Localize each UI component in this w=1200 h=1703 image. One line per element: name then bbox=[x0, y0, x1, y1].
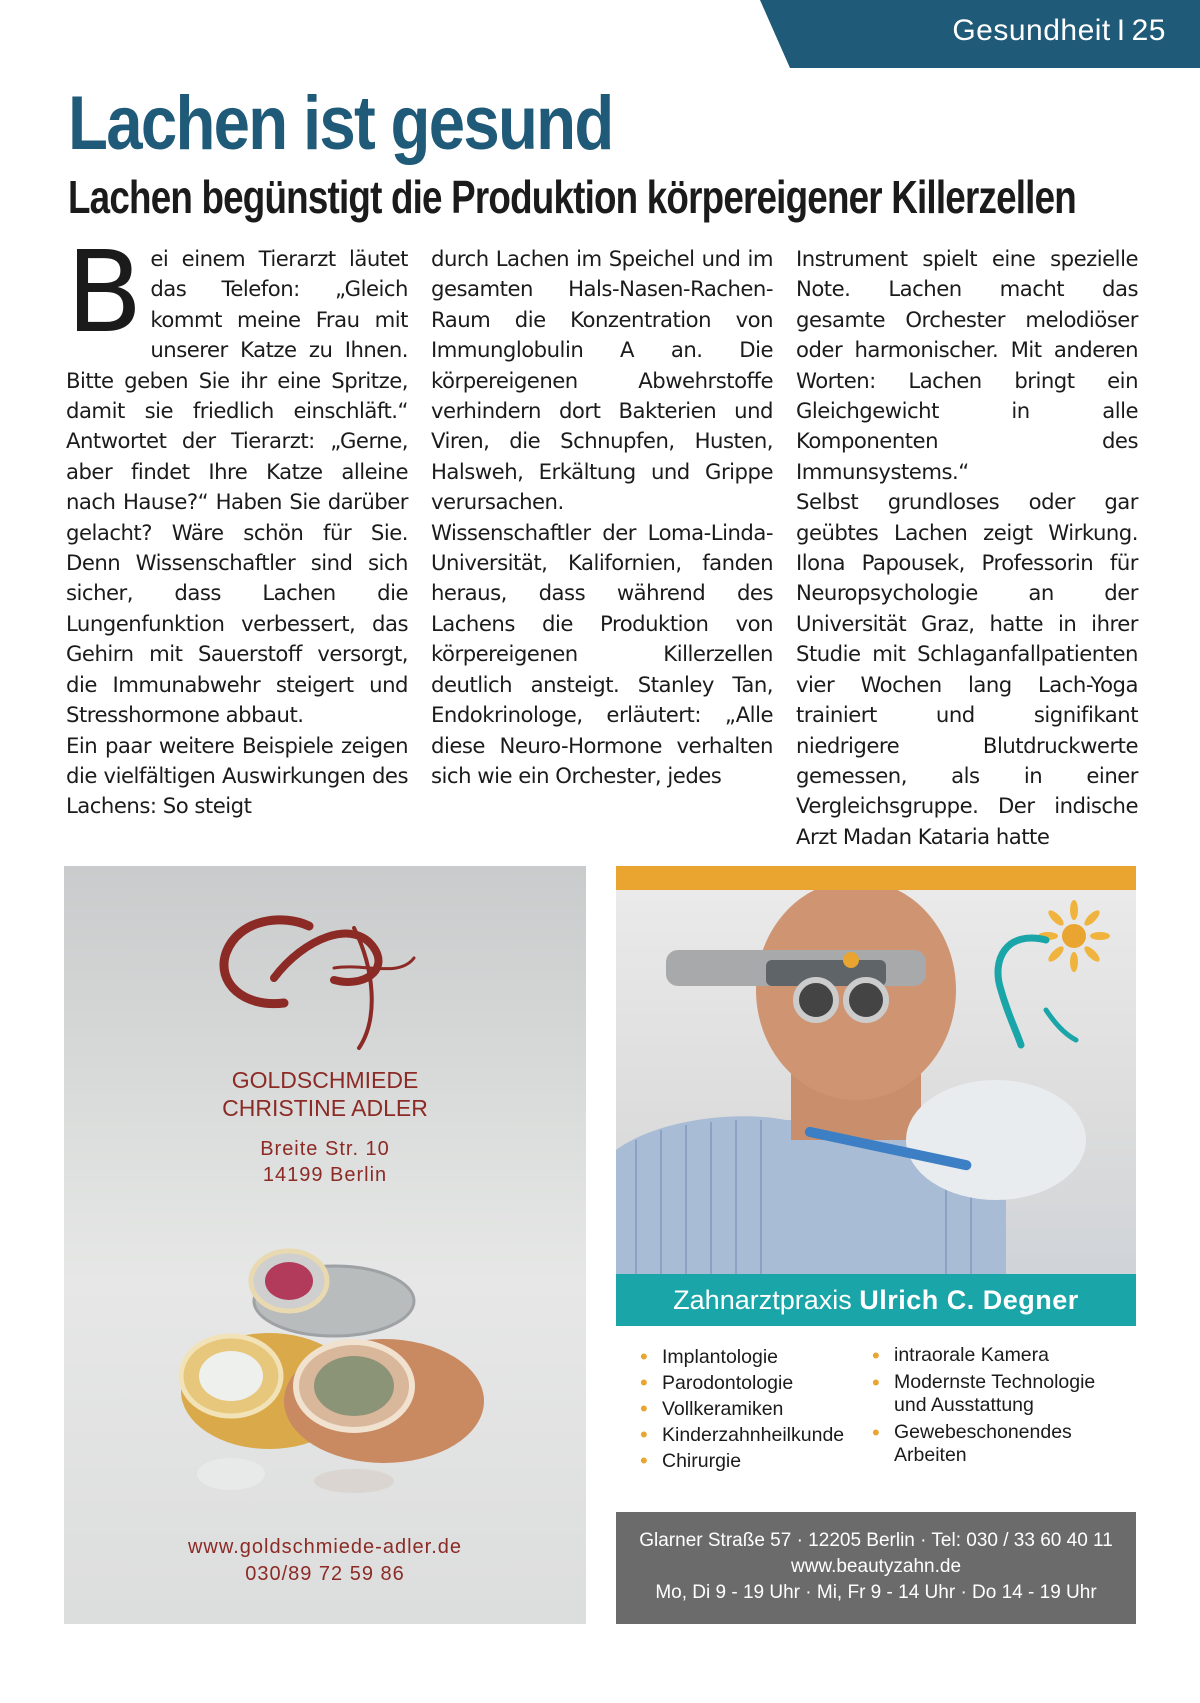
article-title: Lachen ist gesund bbox=[68, 81, 613, 166]
service-item: • Vollkeramiken bbox=[640, 1396, 860, 1422]
services-list-right bbox=[872, 1344, 1126, 1471]
service-item: • Gewebeschonendes Arbeiten bbox=[872, 1421, 1126, 1467]
zahnarzt-banner bbox=[616, 1274, 1136, 1326]
tooth-flower-logo bbox=[986, 900, 1116, 1050]
section-name: Gesundheit bbox=[952, 14, 1111, 47]
column-1-text: ei einem Tierarzt läutet das Telefon: „Gleich kommt meine Frau mit unserer Katze zu Ihnen. Bitte geben Sie ihr eine Spritze, damit sie friedlich einschläft.“ Antwortet der Tierarzt: „Gerne, aber findet Ihre Katze alleine nach Hause?“ Haben Sie darüber gelacht? Wäre schön für Sie. Denn Wissenschaftler sind sich sicher, dass Lachen die Lungenfunktion verbessert, das Gehirn mit Sauerstoff versorgt, die Immunabwehr steigert und Stresshormone abbaut. Ein paar weitere Beispiele zeigen die vielfältigen Auswirkungen des Lachens: So steigt bbox=[66, 246, 408, 819]
rings-photo bbox=[159, 1226, 499, 1496]
banner-practice-label: Zahnarztpraxis bbox=[673, 1285, 852, 1315]
header-separator: I bbox=[1116, 14, 1126, 47]
section-header bbox=[952, 14, 1166, 48]
goldschmiede-contact[interactable]: www.goldschmiede-adler.de 030/89 72 59 86 bbox=[187, 1536, 463, 1585]
article-subtitle: Lachen begünstigt die Produktion körpereigener Killerzellen bbox=[68, 171, 1076, 223]
service-item: • Parodontologie bbox=[640, 1370, 860, 1396]
goldschmiede-address: Breite Str. 10 14199 Berlin bbox=[260, 1138, 390, 1186]
article-body bbox=[66, 228, 1138, 849]
drop-cap: B bbox=[66, 228, 143, 358]
services-list-left bbox=[640, 1344, 860, 1474]
goldschmiede-ad[interactable] bbox=[64, 866, 586, 1624]
service-item: • Implantologie bbox=[640, 1344, 860, 1370]
article-column-2: durch Lachen im Speichel und im gesamten Hals-Nasen-Rachen-Raum die Konzentration von Immunglobulin A an. Die körpereigenen Abwehrstoffe verhindern dort Bakterien und Viren, die Schnupfen, Husten, Halsweh, Erkältung und Grippe verursachen. Wissenschaftler der Loma-Linda-Universität, Kalifornien, fanden heraus, dass während des Lachens die Produktion von körpereigenen Killerzellen deutlich ansteigt. Stanley Tan, Endokrinologe, erläutert: „Alle diese Neuro-Hormone verhalten sich wie ein Orchester, jedes bbox=[431, 246, 773, 788]
service-item: • Modernste Technologie und Ausstattung bbox=[872, 1371, 1126, 1417]
page-number: 25 bbox=[1131, 14, 1166, 47]
goldschmiede-logo bbox=[214, 908, 434, 1058]
zahnarzt-ad[interactable] bbox=[616, 866, 1136, 1624]
zahnarzt-contact-footer[interactable]: Glarner Straße 57 · 12205 Berlin · Tel: 030 / 33 60 40 11 www.beautyzahn.de Mo, Di 9 - 19 Uhr · Mi, Fr 9 - 14 Uhr · Do 14 - 19 Uhr bbox=[616, 1512, 1136, 1624]
service-item: • Chirurgie bbox=[640, 1448, 860, 1474]
service-item: • Kinderzahnheilkunde bbox=[640, 1422, 860, 1448]
banner-doctor-name: Ulrich C. Degner bbox=[859, 1285, 1079, 1315]
article-column-1 bbox=[66, 228, 408, 819]
zahnarzt-top-bar bbox=[616, 866, 1136, 890]
goldschmiede-name: GOLDSCHMIEDE CHRISTINE ADLER bbox=[222, 1067, 428, 1121]
service-item: • intraorale Kamera bbox=[872, 1344, 1126, 1367]
dentist-photo bbox=[616, 890, 1136, 1280]
article-column-3: Instrument spielt eine spezielle Note. Lachen macht das gesamte Orchester melodiöser oder harmonischer. Mit anderen Worten: Lachen bringt ein Gleichgewicht in alle Komponenten des Immunsystems.“ Selbst grundloses oder gar geübtes Lachen zeigt Wirkung. Ilona Papousek, Professorin für Neuropsychologie an der Universität Graz, hatte in ihrer Studie mit Schlaganfallpatienten vier Wochen lang Lach-Yoga trainiert und signifikant niedrigere Blutdruckwerte gemessen, als in einer Vergleichsgruppe. Der indische Arzt Madan Kataria hatte bbox=[796, 246, 1138, 849]
